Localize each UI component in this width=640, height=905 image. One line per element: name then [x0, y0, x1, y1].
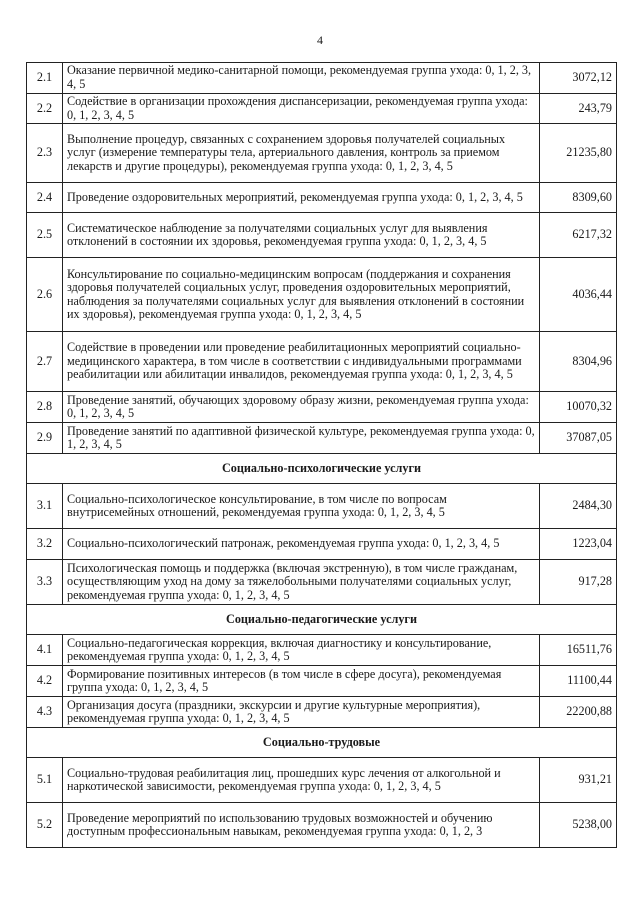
table-row [27, 124, 617, 183]
service-description: Содействие в проведении или проведение реабилитационных мероприятий социально-медицинского характера, в том числе в соответствии с индивидуальными программами реабилитации или абилитации инвалидов, рекомендуемая группа ухода: 0, 1, 2, 3, 4, 5 [63, 332, 540, 392]
service-description: Социально-педагогическая коррекция, включая диагностику и консультирование, рекомендуемая группа ухода: 0, 1, 2, 3, 4, 5 [63, 635, 540, 666]
section-title: Социально-трудовые [27, 728, 617, 758]
service-description: Проведение оздоровительных мероприятий, рекомендуемая группа ухода: 0, 1, 2, 3, 4, 5 [63, 183, 540, 213]
row-number: 4.2 [27, 666, 63, 697]
table-row [27, 758, 617, 803]
section-title: Социально-психологические услуги [27, 454, 617, 484]
row-number: 4.3 [27, 697, 63, 728]
service-price: 917,28 [540, 560, 617, 605]
service-price: 243,79 [540, 94, 617, 124]
table-row [27, 560, 617, 605]
row-number: 2.3 [27, 124, 63, 183]
row-number: 2.8 [27, 392, 63, 423]
table-row [27, 63, 617, 94]
row-number: 5.2 [27, 803, 63, 848]
row-number: 3.3 [27, 560, 63, 605]
service-price: 22200,88 [540, 697, 617, 728]
service-price: 5238,00 [540, 803, 617, 848]
table-row [27, 392, 617, 423]
page-number: 4 [317, 33, 323, 47]
table-row [27, 258, 617, 332]
service-price: 16511,76 [540, 635, 617, 666]
row-number: 2.9 [27, 423, 63, 454]
service-description: Содействие в организации прохождения диспансеризации, рекомендуемая группа ухода: 0, 1, 2, 3, 4, 5 [63, 94, 540, 124]
service-description: Проведение занятий, обучающих здоровому образу жизни, рекомендуемая группа ухода: 0, 1, 2, 3, 4, 5 [63, 392, 540, 423]
service-description: Социально-трудовая реабилитация лиц, прошедших курс лечения от алкогольной и наркотической зависимости, рекомендуемая группа ухода: 0, 1, 2, 3, 4, 5 [63, 758, 540, 803]
service-price: 11100,44 [540, 666, 617, 697]
table-row [27, 213, 617, 258]
service-description: Социально-психологическое консультирование, в том числе по вопросам внутрисемейных отношений, рекомендуемая группа ухода: 0, 1, 2, 3, 4, 5 [63, 484, 540, 529]
section-header-row [27, 728, 617, 758]
service-description: Систематическое наблюдение за получателями социальных услуг для выявления отклонений в состоянии их здоровья, рекомендуемая группа ухода: 0, 1, 2, 3, 4, 5 [63, 213, 540, 258]
service-description: Оказание первичной медико-санитарной помощи, рекомендуемая группа ухода: 0, 1, 2, 3, 4, 5 [63, 63, 540, 94]
service-price: 8304,96 [540, 332, 617, 392]
table-row [27, 94, 617, 124]
service-price: 8309,60 [540, 183, 617, 213]
row-number: 2.1 [27, 63, 63, 94]
row-number: 2.7 [27, 332, 63, 392]
service-price: 1223,04 [540, 529, 617, 560]
table-row [27, 666, 617, 697]
service-description: Организация досуга (праздники, экскурсии и другие культурные мероприятия), рекомендуемая группа ухода: 0, 1, 2, 3, 4, 5 [63, 697, 540, 728]
section-header-row [27, 605, 617, 635]
table-row [27, 803, 617, 848]
service-price: 2484,30 [540, 484, 617, 529]
service-description: Консультирование по социально-медицинским вопросам (поддержания и сохранения здоровья получателей социальных услуг, проведения оздоровительных мероприятий, наблюдения за получателями социальных услуг для выявления отклонений в состоянии их здоровья), рекомендуемая группа ухода: 0, 1, 2, 3, 4, 5 [63, 258, 540, 332]
row-number: 2.6 [27, 258, 63, 332]
table-row [27, 183, 617, 213]
section-title: Социально-педагогические услуги [27, 605, 617, 635]
section-header-row [27, 454, 617, 484]
row-number: 2.4 [27, 183, 63, 213]
table-row [27, 635, 617, 666]
service-description: Психологическая помощь и поддержка (включая экстренную), в том числе гражданам, осуществляющим уход на дому за тяжелобольными получателями социальных услуг, рекомендуемая группа ухода: 0, 1, 2, 3, 4, 5 [63, 560, 540, 605]
row-number: 2.2 [27, 94, 63, 124]
table-row [27, 423, 617, 454]
row-number: 3.1 [27, 484, 63, 529]
service-description: Проведение мероприятий по использованию трудовых возможностей и обучению доступным профессиональным навыкам, рекомендуемая группа ухода: 0, 1, 2, 3 [63, 803, 540, 848]
table-row [27, 697, 617, 728]
service-price: 6217,32 [540, 213, 617, 258]
row-number: 4.1 [27, 635, 63, 666]
row-number: 5.1 [27, 758, 63, 803]
service-description: Выполнение процедур, связанных с сохранением здоровья получателей социальных услуг (измерение температуры тела, артериального давления, контроль за приемом лекарств и другие процедуры), рекомендуемая группа ухода: 0, 1, 2, 3, 4, 5 [63, 124, 540, 183]
service-price: 21235,80 [540, 124, 617, 183]
service-price: 4036,44 [540, 258, 617, 332]
table-row [27, 529, 617, 560]
service-price: 10070,32 [540, 392, 617, 423]
row-number: 2.5 [27, 213, 63, 258]
table-row [27, 484, 617, 529]
services-price-table [26, 62, 617, 848]
row-number: 3.2 [27, 529, 63, 560]
service-price: 37087,05 [540, 423, 617, 454]
service-price: 3072,12 [540, 63, 617, 94]
table-row [27, 332, 617, 392]
service-description: Социально-психологический патронаж, рекомендуемая группа ухода: 0, 1, 2, 3, 4, 5 [63, 529, 540, 560]
service-description: Проведение занятий по адаптивной физической культуре, рекомендуемая группа ухода: 0, 1, 2, 3, 4, 5 [63, 423, 540, 454]
service-price: 931,21 [540, 758, 617, 803]
service-description: Формирование позитивных интересов (в том числе в сфере досуга), рекомендуемая группа ухода: 0, 1, 2, 3, 4, 5 [63, 666, 540, 697]
